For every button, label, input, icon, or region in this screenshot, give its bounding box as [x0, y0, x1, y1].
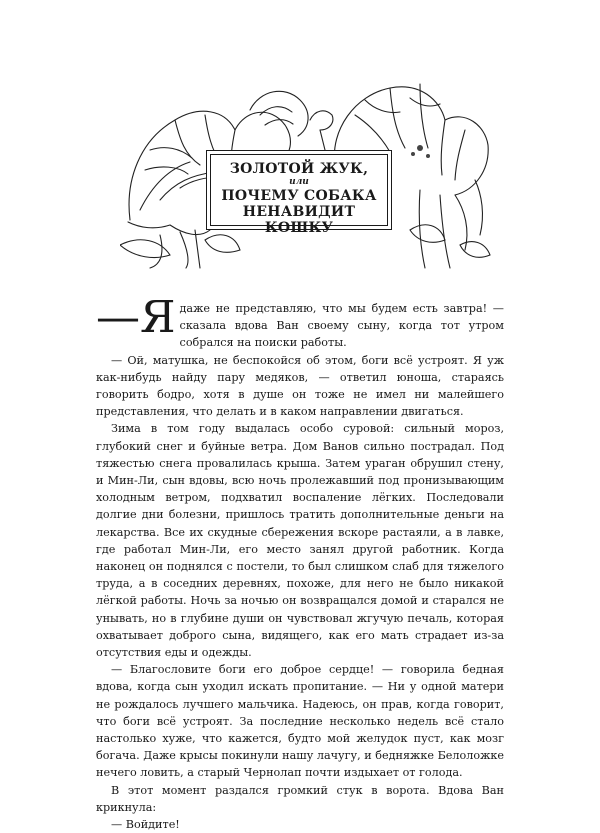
paragraph-3: Зима в том году выдалась особо суровой: сильный мороз, глубокий снег и буйные ветра. Дом Ванов сильно пострадал. Под тяжестью снега провалилась крыша. Затем ураган обрушил стену, и Мин-Ли, сын вдовы, всю ночь пролежавший под пронизывающим холодным ветром, подхватил воспаление лёгких. Последовали долгие дни болезни, пришлось тратить дополнительные деньги на лекарства. Все их скудные сбережения вскоре растаяли, а в лавке, где работал Мин-Ли, его место занял другой работник. Когда наконец он поднялся с постели, то был слишком слаб для тяжелого труда, а в соседних деревнях, похоже, для него не было никакой лёгкой работы. Ночь за ночью он возвращался домой и старался не унывать, но в глубине души он чувствовал жгучую печаль, которая охватывает доброго сына, видящего, как его мать страдает из-за отсутствия еды и одежды.	[96, 422, 504, 660]
chapter-title-line2: ПОЧЕМУ СОБАКА	[221, 188, 377, 204]
paragraph-1-text: даже не представляю, что мы будем есть завтра! — сказала вдова Ван своему сыну, когда тот утром собрался на поиски работы.	[179, 302, 504, 350]
chapter-title-or: или	[289, 177, 309, 187]
paragraph-1	[96, 292, 504, 352]
chapter-title-line1: ЗОЛОТОЙ ЖУК,	[229, 161, 369, 177]
story-text	[96, 292, 504, 833]
paragraph-2: — Ой, матушка, не беспокойся об этом, боги всё устроят. Я уж как-нибудь найду пару медяков, — ответил юноша, стараясь говорить бодро, хотя в душе он тоже не имел ни малейшего представления, что делать и в каком направлении двигаться.	[96, 353, 504, 419]
drop-cap: —Я	[96, 292, 176, 343]
chapter-title-box	[206, 150, 392, 236]
chapter-title-line3: НЕНАВИДИТ КОШКУ	[242, 204, 356, 236]
paragraph-6: — Войдите!	[111, 818, 180, 832]
paragraph-4: — Благословите боги его доброе сердце! — говорила бедная вдова, когда сын уходил искать пропитание. — Ни у одной матери не рождалось лучшего мальчика. Надеюсь, он прав, когда говорит, что боги всё устроят. За последние несколько недель всё стало настолько хуже, что кажется, будто мой желудок пуст, как мозг богача. Даже крысы покинули нашу лачугу, и бедняжке Белоложке нечего ловить, а старый Чернолап почти издыхает от голода.	[96, 663, 504, 780]
paragraph-5: В этот момент раздался громкий стук в ворота. Вдова Ван крикнула:	[96, 783, 504, 814]
